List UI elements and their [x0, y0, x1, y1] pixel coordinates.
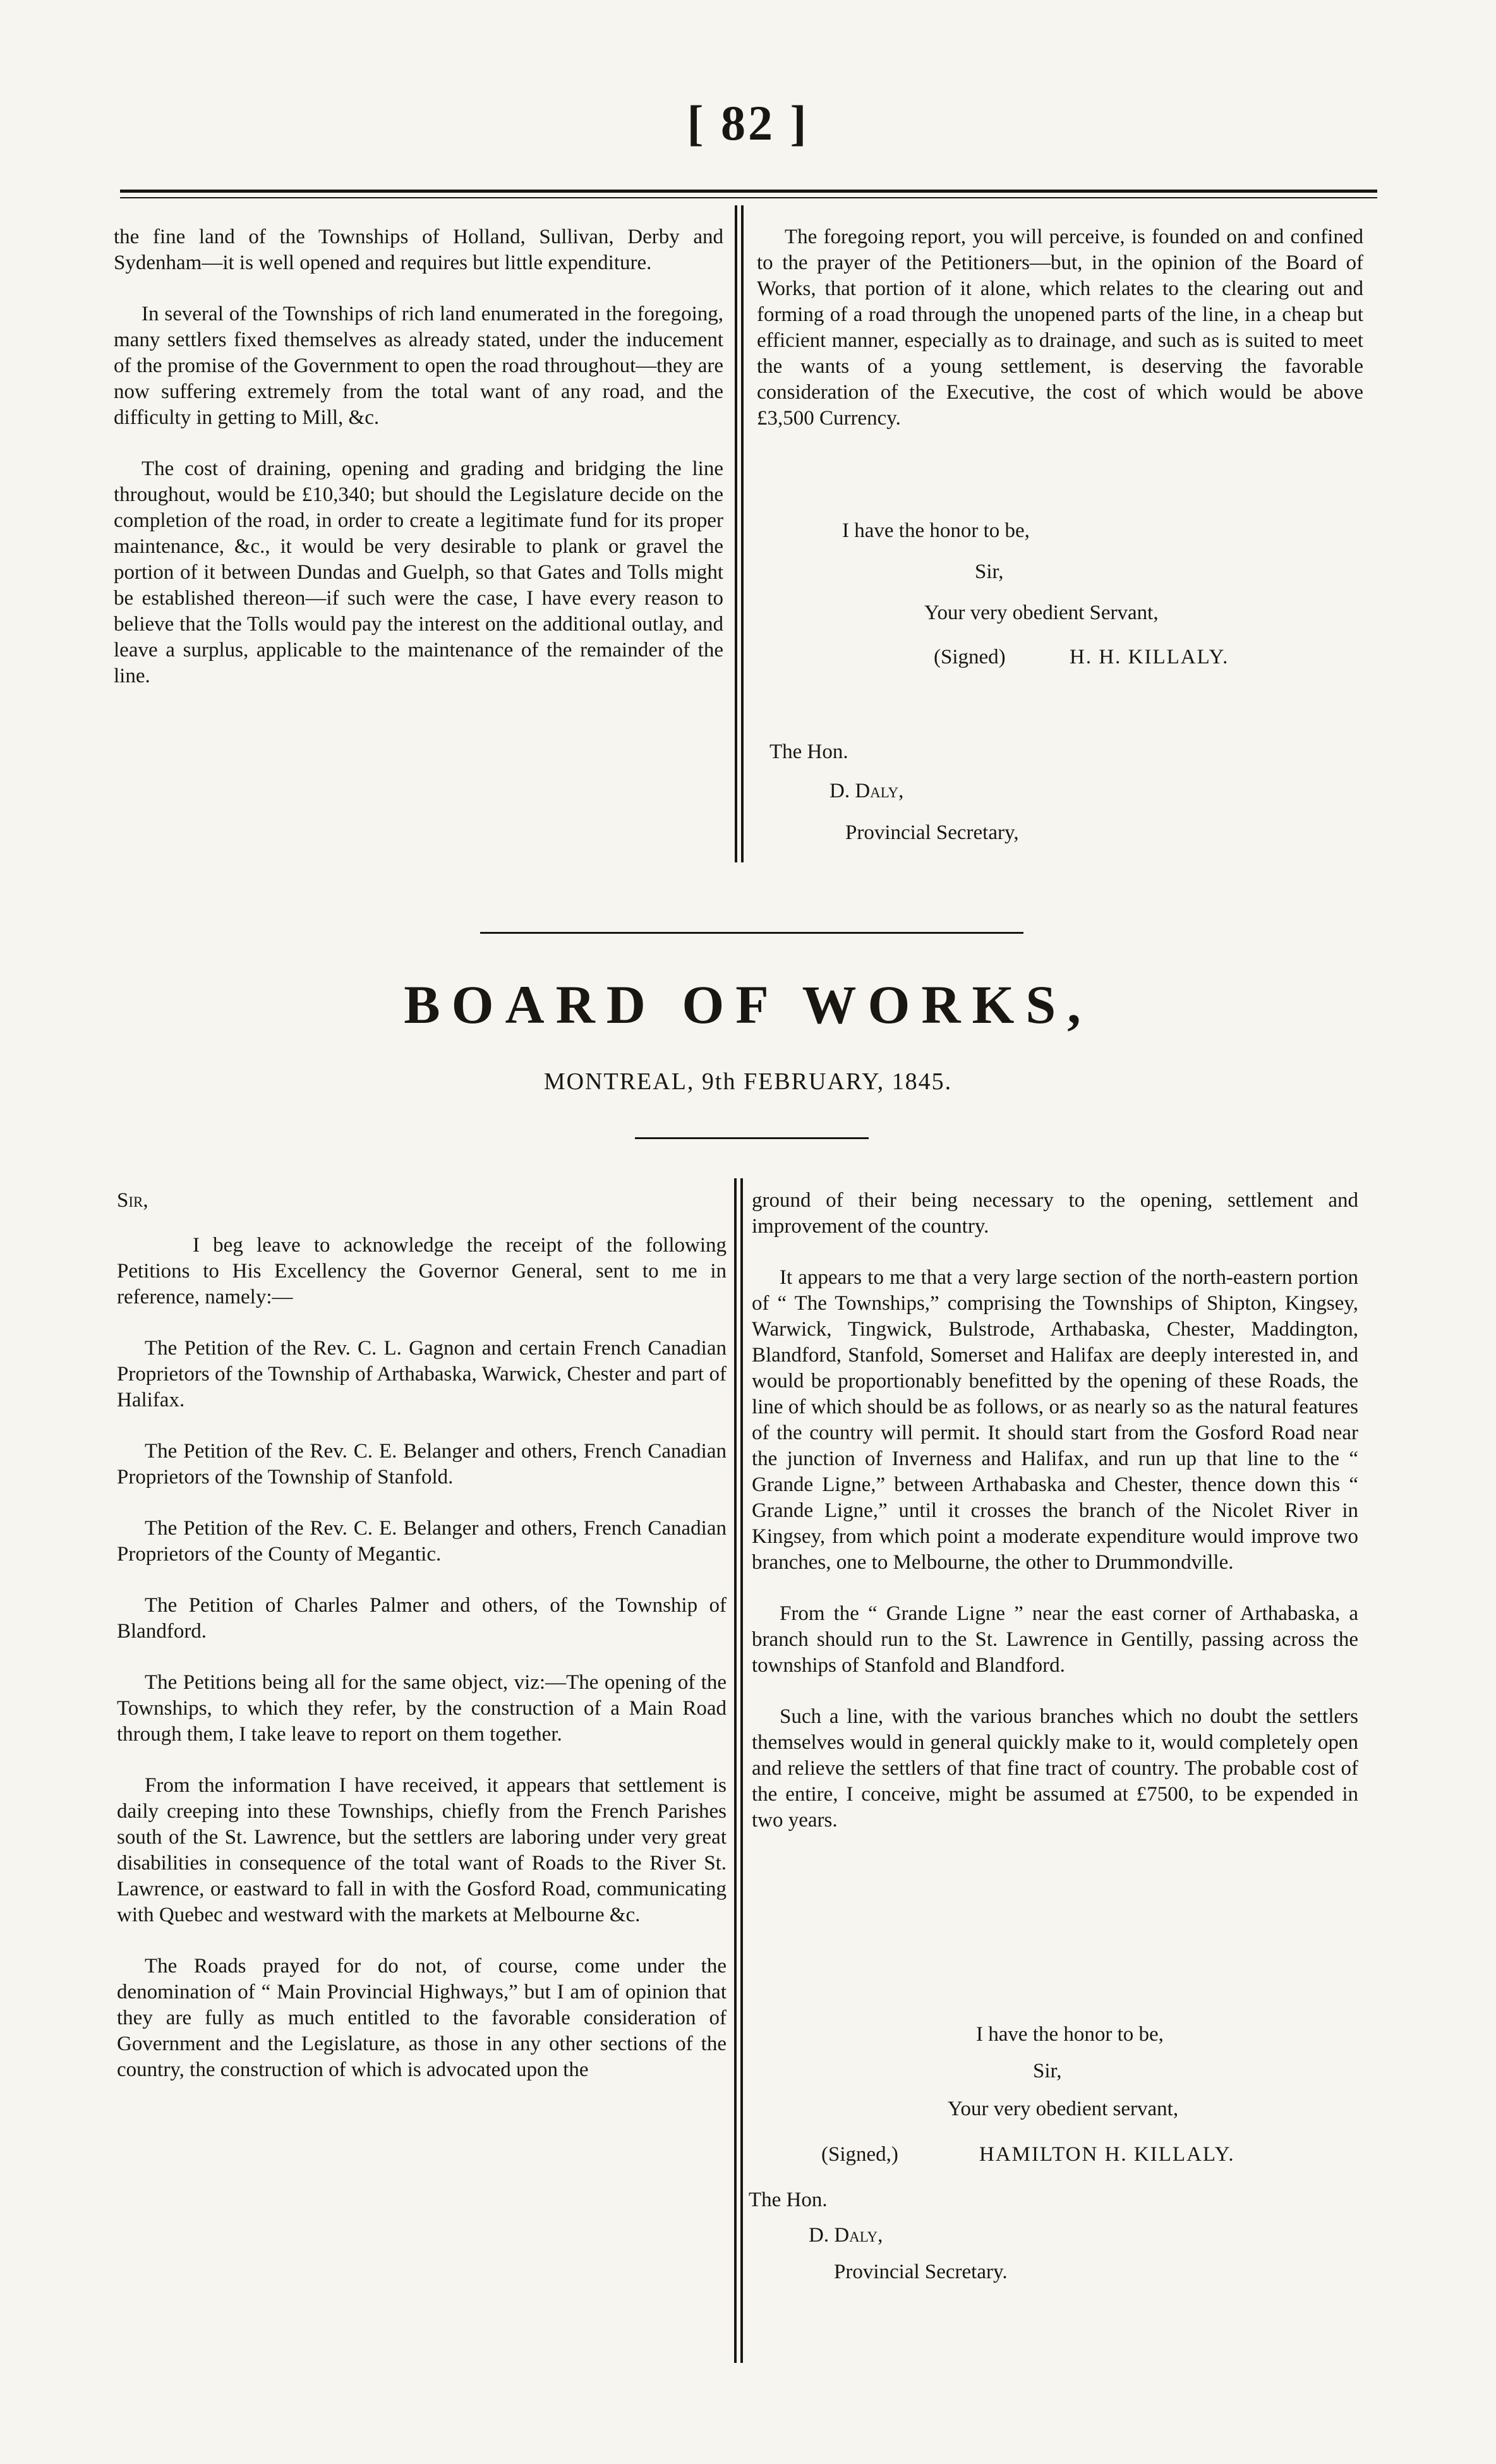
- closing-servant: Your very obedient servant,: [948, 2098, 1179, 2120]
- paragraph: The Roads prayed for do not, of course, come under the denomination of “ Main Provincial Highways,” but I am of opinion that they are fully as much entitled to the favorable consideration of Government and the Legislature, as those in any other sections of the country, the construction of which is advocated upon the: [117, 1955, 727, 2081]
- paragraph: ground of their being necessary to the opening, settlement and improvement of the country.: [752, 1189, 1358, 1238]
- paragraph: The cost of draining, opening and grading and bridging the line throughout, would be £10,340; but should the Legislature decide on the completion of the road, in order to create a legitimate fund for its proper maintenance, &c., it would be very desirable to plank or gravel the portion of it between Dundas and Guelph, so that Gates and Tolls might be established thereon—if such were the case, I have every reason to believe that the Tolls would pay the interest on the additional outlay, and leave a surplus, applicable to the maintenance of the remainder of the line.: [114, 457, 723, 687]
- addressee-name: D. Daly,: [829, 780, 904, 802]
- paragraph: The Petitions being all for the same object, viz:—The opening of the Townships, to which they refer, by the construction of a Main Road through them, I take leave to report on them together.: [117, 1671, 727, 1746]
- header-rule: [120, 190, 1377, 193]
- addressee-title: The Hon.: [769, 740, 848, 763]
- page-number: [ 82 ]: [687, 95, 809, 150]
- salutation: Sir,: [117, 1189, 148, 1212]
- paragraph: The Petition of the Rev. C. E. Belanger and others, French Canadian Proprietors of the County of Megantic.: [117, 1517, 727, 1566]
- top-right-column: [757, 224, 1363, 457]
- paragraph: The foregoing report, you will perceive, is founded on and confined to the prayer of the Petitioners—but, in the opinion of the Board of Works, that portion of it alone, which relates to the clearing out and forming of a road through the unopened parts of the line, in a cheap but efficient manner, especially as to drainage, and such as is suited to meet the wants of a young settlement, is deserving the favorable consideration of the Executive, the cost of which would be above £3,500 Currency.: [757, 226, 1363, 430]
- paragraph: From the information I have received, it appears that settlement is daily creeping into these Townships, chiefly from the French Parishes south of the St. Lawrence, but the settlers are laboring under very great disabilities in consequence of the total want of Roads to the River St. Lawrence, or eastward to fall in with the Gosford Road, communicating with Quebec and westward with the markets at Melbourne &c.: [117, 1774, 727, 1926]
- dateline-rule: [635, 1137, 869, 1139]
- column-divider: [735, 205, 737, 862]
- addressee-name: D. Daly,: [809, 2224, 883, 2247]
- dateline: MONTREAL, 9th FEBRUARY, 1845.: [543, 1068, 953, 1095]
- signature-block: [757, 512, 1363, 866]
- paragraph: The Petition of Charles Palmer and others, of the Township of Blandford.: [117, 1594, 727, 1643]
- column-divider: [741, 205, 744, 862]
- signatory-name: H. H. KILLALY.: [1070, 646, 1229, 668]
- column-divider: [740, 1178, 743, 2363]
- paragraph: Such a line, with the various branches which no doubt the settlers themselves would in general quickly make to it, would completely open and relieve the settlers of that fine tract of country. The probable cost of the entire, I conceive, might be assumed at £7500, to be expended in two years.: [752, 1705, 1358, 1832]
- addressee-title: The Hon.: [749, 2189, 828, 2211]
- paragraph: The Petition of the Rev. C. E. Belanger and others, French Canadian Proprietors of the Township of Stanfold.: [117, 1440, 727, 1489]
- paragraph: the fine land of the Townships of Holland, Sullivan, Derby and Sydenham—it is well opened and requires but little expenditure.: [114, 226, 723, 274]
- section-heading: BOARD OF WORKS,: [404, 974, 1092, 1035]
- addressee-position: Provincial Secretary,: [845, 821, 1019, 844]
- top-left-column: [114, 224, 723, 715]
- header-rule-thin: [120, 197, 1377, 198]
- closing-honor: I have the honor to be,: [842, 519, 1030, 542]
- column-divider: [734, 1178, 737, 2363]
- bottom-left-column: [117, 1188, 727, 2108]
- signed-label: (Signed): [934, 646, 1006, 668]
- addressee-position: Provincial Secretary.: [834, 2261, 1008, 2283]
- bottom-right-column: [752, 1188, 1358, 1859]
- closing-sir: Sir,: [975, 560, 1004, 583]
- signatory-name: HAMILTON H. KILLALY.: [979, 2143, 1235, 2166]
- section-rule: [480, 932, 1023, 934]
- closing-servant: Your very obedient Servant,: [924, 601, 1159, 624]
- paragraph: The Petition of the Rev. C. L. Gagnon and certain French Canadian Proprietors of the Township of Arthabaska, Warwick, Chester and part of Halifax.: [117, 1337, 727, 1411]
- paragraph: From the “ Grande Ligne ” near the east corner of Arthabaska, a branch should run to the St. Lawrence in Gentilly, passing across the townships of Stanfold and Blandford.: [752, 1602, 1358, 1677]
- paragraph: I beg leave to acknowledge the receipt of the following Petitions to His Excellency the Governor General, sent to me in reference, namely:—: [117, 1234, 727, 1308]
- closing-sir: Sir,: [1033, 2060, 1062, 2082]
- paragraph: It appears to me that a very large section of the north-eastern portion of “ The Townships,” comprising the Townships of Shipton, Kingsey, Warwick, Tingwick, Bulstrode, Arthabaska, Chester, Maddington, Blandford, Stanfold, Somerset and Halifax are deeply interested in, and would be proportionably benefitted by the opening of these Roads, the line of which should be as follows, or as nearly so as the natural features of the country will permit. It should start from the Gosford Road near the junction of Inverness and Halifax, and run up that line to the “ Grande Ligne,” between Arthabaska and Chester, thence down this “ Grande Ligne,” until it crosses the branch of the Nicolet River in Kingsey, from which point a moderate expenditure would improve two branches, one to Melbourne, the other to Drummondville.: [752, 1266, 1358, 1574]
- paragraph: In several of the Townships of rich land enumerated in the foregoing, many settlers fixed themselves as already stated, under the inducement of the promise of the Government to open the road throughout—they are now suffering extremely from the total want of any road, and the difficulty in getting to Mill, &c.: [114, 303, 723, 429]
- signature-block: [749, 2022, 1358, 2350]
- signed-label: (Signed,): [821, 2143, 898, 2166]
- closing-honor: I have the honor to be,: [976, 2023, 1164, 2046]
